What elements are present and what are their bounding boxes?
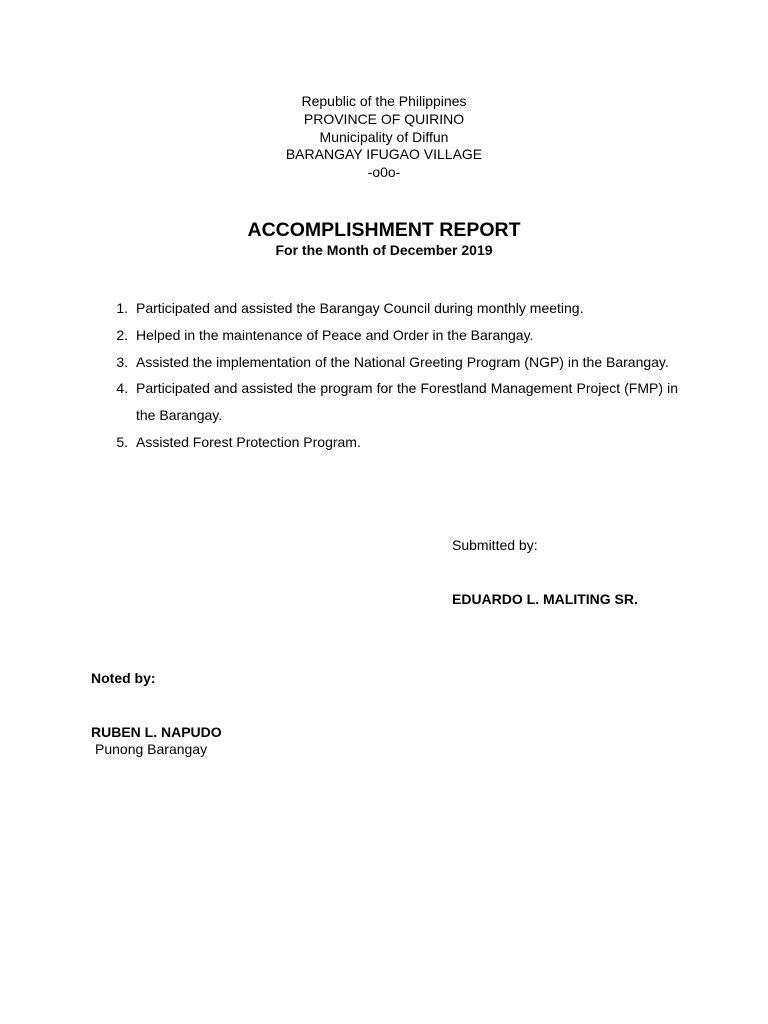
list-item-text: Helped in the maintenance of Peace and Order in the Barangay. xyxy=(136,326,534,343)
noter-name: RUBEN L. NAPUDO xyxy=(91,724,222,740)
noter-position: Punong Barangay xyxy=(95,741,208,757)
list-item-text: Participated and assisted the program for the Forestland Management Project (FMP) in the Barangay. xyxy=(136,380,678,424)
list-item xyxy=(106,349,678,376)
header-barangay: BARANGAY IFUGAO VILLAGE xyxy=(285,146,483,163)
list-item xyxy=(106,375,678,429)
list-item xyxy=(106,322,678,349)
list-item-number: 1. xyxy=(116,300,128,316)
header-province: PROVINCE OF QUIRINO xyxy=(303,110,465,127)
list-item-text: Assisted Forest Protection Program. xyxy=(136,433,361,450)
submitter-name: EDUARDO L. MALITING SR. xyxy=(452,591,638,607)
list-item-number: 3. xyxy=(116,353,128,370)
accomplishment-list xyxy=(106,295,678,456)
list-item-number: 2. xyxy=(116,326,128,343)
list-item-number: 5. xyxy=(116,433,128,450)
list-item-text: Assisted the implementation of the National Greeting Program (NGP) in the Barangay. xyxy=(136,353,669,370)
report-title: ACCOMPLISHMENT REPORT xyxy=(247,219,521,241)
header-republic: Republic of the Philippines xyxy=(301,93,467,109)
list-item-number: 4. xyxy=(116,380,128,397)
list-item-text: Participated and assisted the Barangay Council during monthly meeting. xyxy=(136,300,584,316)
header-municipality: Municipality of Diffun xyxy=(319,128,449,145)
noted-by-label: Noted by: xyxy=(91,670,156,686)
list-item xyxy=(106,429,678,456)
list-item xyxy=(106,295,678,322)
letterhead xyxy=(0,93,768,182)
submitted-by-label: Submitted by: xyxy=(452,537,538,553)
report-subtitle: For the Month of December 2019 xyxy=(275,242,493,258)
header-ornament: -o0o- xyxy=(367,164,401,181)
